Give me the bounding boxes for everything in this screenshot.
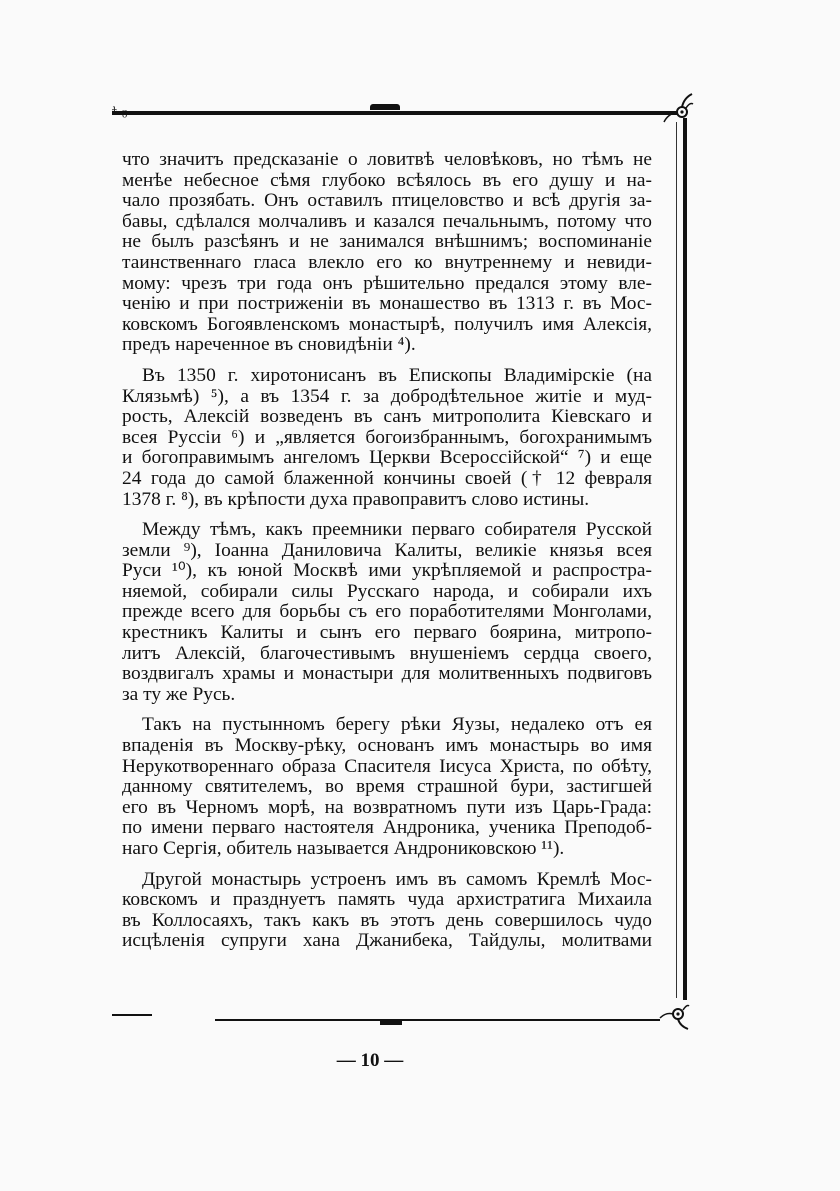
corner-flourish-bottom-right-icon [658, 998, 690, 1030]
text-line: прежде всего для борьбы съ его поработителями Монголами, [122, 602, 652, 623]
text-line: въ Коллосаяхъ, такъ какъ въ этотъ день совершилось чудо [122, 910, 652, 931]
text-line: что значитъ предсказаніе о ловитвѣ человѣковъ, но тѣмъ не [122, 150, 652, 170]
text-line: бавы, сдѣлался молчаливъ и казался печальнымъ, потому что [122, 211, 652, 232]
frame-top-border [112, 111, 677, 115]
paragraph-1 [122, 150, 652, 356]
text-line: Между тѣмъ, какъ преемники перваго собирателя Русской [142, 520, 652, 541]
page-number: — 10 — [336, 1050, 404, 1071]
text-line: и богоправимымъ ангеломъ Церкви Всероссійской“ ⁷) и еще [122, 448, 652, 469]
text-line: ковскомъ и празднуетъ память чуда архистратига Михаила [122, 890, 652, 911]
frame-bottom-left-border [112, 1014, 152, 1016]
text-line: таинственнаго гласа влекло его ко внутреннему и невиди- [122, 252, 652, 273]
text-line: наго Сергія, обитель называется Андрониковскою ¹¹). [122, 839, 565, 859]
text-line: 24 года до самой блаженной кончины своей († 12 февраля [122, 468, 652, 489]
text-line: Другой монастырь устроенъ имъ въ самомъ Кремлѣ Мос- [142, 869, 652, 890]
text-line: воздвигалъ храмы и монастыри для молитвенныхъ подвиговъ [122, 664, 652, 685]
paragraph-5 [122, 870, 652, 952]
frame-top-ornament [370, 104, 400, 110]
frame-right-border [683, 118, 687, 1000]
text-line: земли ⁹), Іоанна Даниловича Калиты, великіе князья всея [122, 540, 652, 561]
text-line: по имени перваго настоятеля Андроника, ученика Преподоб- [122, 818, 652, 839]
text-line: Нерукотвореннаго образа Спасителя Іисуса Христа, по обѣту, [122, 756, 652, 777]
frame-bottom-border [215, 1019, 660, 1021]
text-line: няемой, собирали силы Русскаго народа, и собирали ихъ [122, 581, 652, 602]
text-line: литъ Алексій, благочестивымъ внушеніемъ сердца своего, [122, 643, 652, 664]
text-line: менѣе небесное сѣмя глубоко всѣялось въ его душу и на- [122, 170, 652, 191]
frame-right-inner-border [676, 122, 677, 998]
text-line: данному святителемъ, во время страшной бури, застигшей [122, 777, 652, 798]
text-line: Такъ на пустынномъ берегу рѣки Яузы, недалеко отъ ея [142, 715, 652, 736]
text-line: мому: чрезъ три года онъ рѣшительно предался этому вле- [122, 273, 652, 294]
text-line: Клязьмѣ) ⁵), а въ 1354 г. за добродѣтельное житіе и муд- [122, 386, 652, 407]
text-line: чало прозябать. Онъ оставилъ птицеловство и всѣ другія за- [122, 191, 652, 212]
paragraph-3 [122, 520, 652, 705]
text-line: 1378 г. ⁸), въ крѣпости духа правоправитъ слово истины. [122, 489, 590, 510]
text-line: Въ 1350 г. хиротонисанъ въ Епископы Владимірскіе (на [142, 365, 652, 386]
text-line: впаденія въ Москву-рѣку, основанъ имъ монастырь во имя [122, 736, 652, 757]
text-line: его въ Черномъ морѣ, на возвратномъ пути изъ Царь-Града: [122, 797, 652, 818]
text-line: ченію и при постриженіи въ монашество въ 1313 г. въ Мос- [122, 294, 652, 315]
paragraph-4 [122, 715, 652, 859]
body-text [122, 150, 652, 952]
corner-flourish-top-right-icon [662, 92, 694, 124]
text-line: всея Руссіи ⁶) и „является богоизбраннымъ, богохранимымъ [122, 427, 652, 448]
text-line: не былъ разсѣянъ и не занимался внѣшнимъ; воспоминаніе [122, 232, 652, 253]
text-line: крестникъ Калиты и сынъ его перваго боярина, митропо- [122, 623, 652, 644]
text-line: исцѣленія супруги хана Джанибека, Тайдулы, молитвами [122, 931, 652, 952]
text-line: ковскомъ Богоявленскомъ монастырѣ, получилъ имя Алексія, [122, 314, 652, 335]
text-line: предъ нареченное въ сновидѣніи ⁴). [122, 335, 416, 356]
paragraph-2 [122, 366, 652, 510]
text-line: Руси ¹⁰), къ юной Москвѣ ими укрѣпляемой и распростра- [122, 561, 652, 582]
text-line: рость, Алексій возведенъ въ санъ митрополита Кіевскаго и [122, 407, 652, 428]
text-line: за ту же Русь. [122, 684, 236, 705]
frame-bottom-ornament [380, 1021, 402, 1025]
